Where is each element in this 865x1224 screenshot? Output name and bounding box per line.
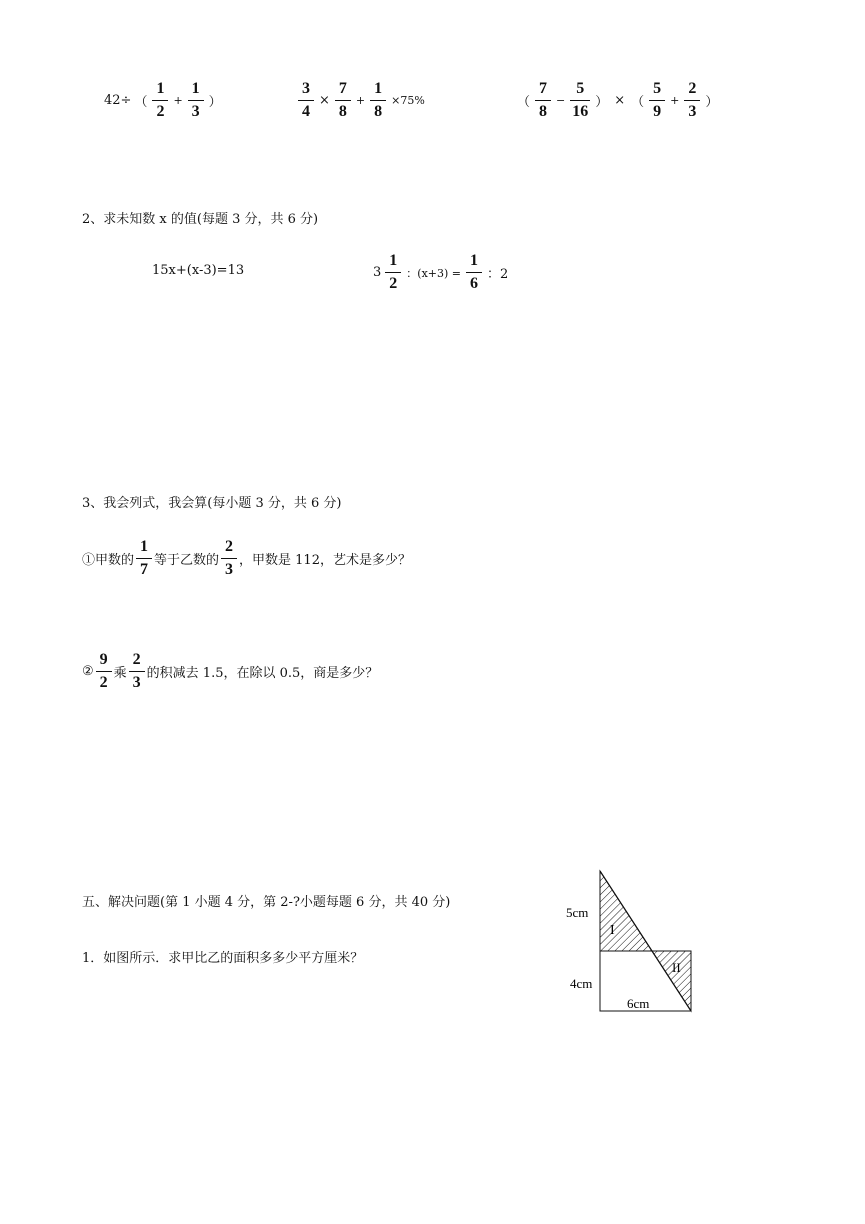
fraction: $\frac{1}{8}$ — [370, 80, 386, 121]
exercise-1 — [104, 80, 225, 121]
times-sign: × — [614, 93, 626, 108]
equation-2 — [373, 252, 511, 293]
label-5cm: 5cm — [566, 905, 589, 920]
section-3-heading: 3、我会列式，我会算(每小题 3 分，共 6 分) — [82, 496, 342, 511]
equation-2-middle: ：(x+3) = — [406, 266, 461, 280]
fraction: $\frac{7}{8}$ — [535, 80, 551, 121]
question-3-2-prefix: ② — [82, 664, 94, 679]
question-3-2-suffix: 的积减去 1.5，在除以 0.5，商是多少？ — [146, 666, 379, 681]
geometry-figure — [560, 864, 700, 1020]
section-5-heading: 五、解决问题(第 1 小题 4 分，第 2-?小题每题 6 分，共 40 分) — [82, 895, 451, 910]
exercise-2 — [296, 80, 428, 121]
open-paren: （ — [631, 95, 645, 110]
question-3-2-middle: 乘 — [113, 666, 127, 681]
equation-2-suffix: ：2 — [487, 267, 509, 282]
question-3-1 — [82, 538, 411, 579]
plus-sign: + — [670, 94, 680, 107]
minus-sign: − — [556, 94, 566, 107]
fraction: $\frac{5}{16}$ — [572, 80, 589, 120]
label-II: II — [672, 960, 681, 975]
fraction: $\frac{2}{3}$ — [684, 80, 700, 121]
label-4cm: 4cm — [570, 976, 593, 991]
question-3-1-suffix: ，甲数是 112，艺术是多少？ — [239, 553, 411, 568]
plus-sign: + — [355, 94, 366, 107]
question-5-1: 1．如图所示．求甲比乙的面积多多少平方厘米？ — [82, 951, 364, 966]
times-sign: × — [319, 93, 330, 108]
exercise-2-suffix: ×75% — [391, 94, 425, 107]
fraction: $\frac{2}{3}$ — [129, 651, 145, 692]
fraction: $\frac{1}{3}$ — [188, 80, 204, 121]
question-3-1-prefix: ①甲数的 — [82, 553, 135, 568]
close-paren: ） — [705, 95, 719, 110]
section-2-heading: 2、求未知数 x 的值(每题 3 分，共 6 分) — [82, 212, 319, 227]
close-paren: ） — [595, 95, 609, 110]
open-paren: （ — [134, 95, 148, 110]
fraction: $\frac{2}{3}$ — [221, 538, 237, 579]
equation-1: 15x+(x-3)=13 — [152, 263, 245, 278]
fraction: $\frac{1}{6}$ — [466, 252, 482, 293]
plus-sign: + — [173, 94, 183, 107]
close-paren: ） — [208, 95, 222, 110]
exercise-1-prefix: 42÷ — [104, 93, 132, 108]
question-3-2 — [82, 651, 378, 692]
label-6cm: 6cm — [627, 996, 650, 1011]
exercise-3 — [514, 80, 721, 121]
mixed-number: 3 $\frac{1}{2}$ — [373, 252, 403, 293]
fraction: $\frac{5}{9}$ — [649, 80, 665, 121]
open-paren: （ — [517, 95, 531, 110]
fraction: $\frac{1}{7}$ — [136, 538, 152, 579]
question-3-1-middle: 等于乙数的 — [154, 553, 220, 568]
fraction: $\frac{1}{2}$ — [152, 80, 168, 121]
label-I: I — [610, 923, 615, 938]
fraction: $\frac{9}{2}$ — [96, 651, 112, 692]
fraction: $\frac{7}{8}$ — [335, 80, 351, 121]
fraction: $\frac{3}{4}$ — [298, 80, 314, 121]
